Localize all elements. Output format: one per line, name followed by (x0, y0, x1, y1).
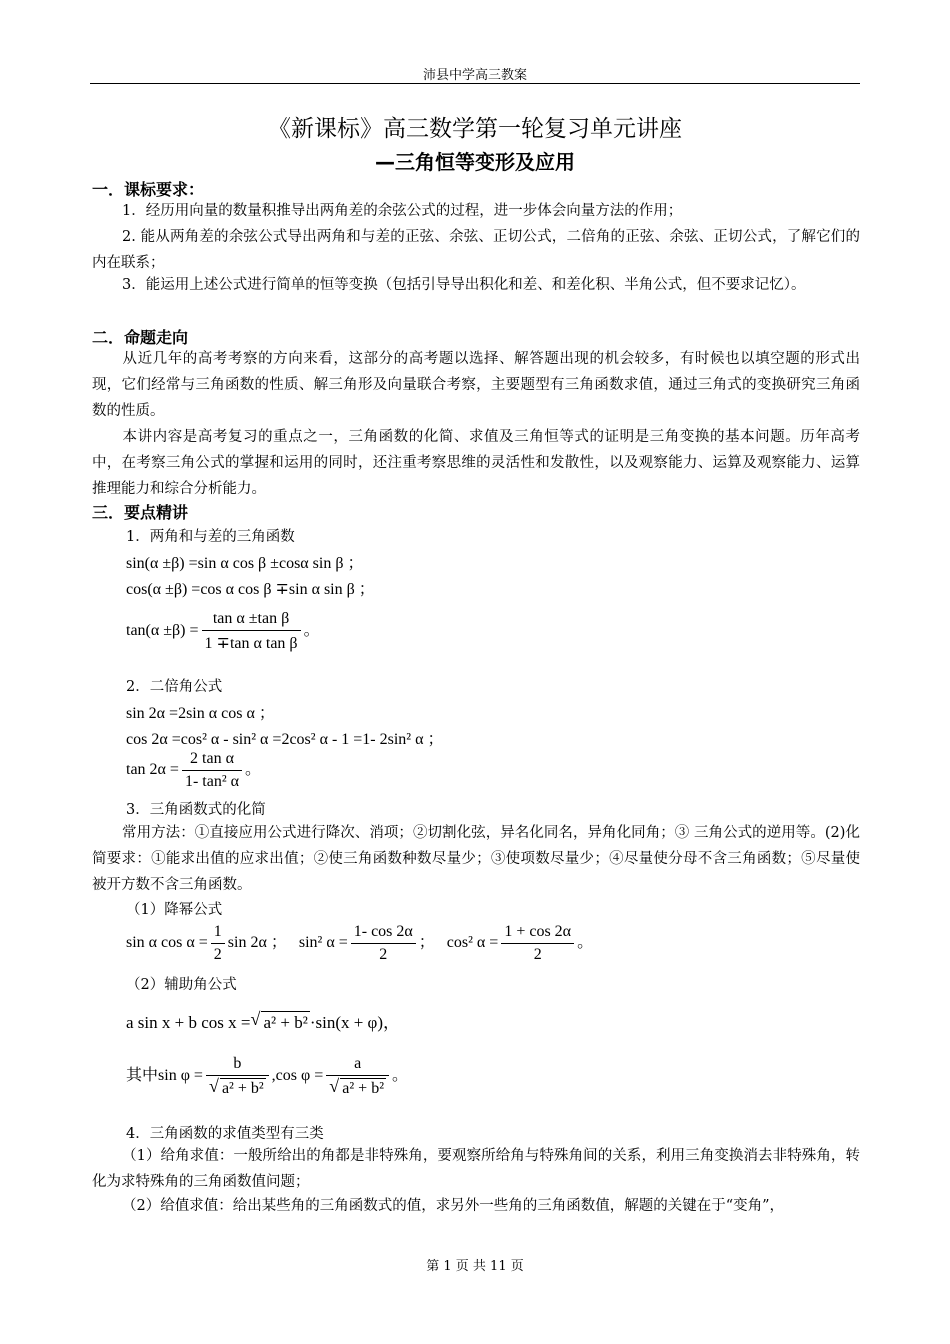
page-subtitle: —三角恒等变形及应用 (375, 150, 575, 174)
subsection-sum-difference: 1．两角和与差的三角函数 (126, 529, 295, 545)
trends-paragraph-2: 本讲内容是高考复习的重点之一，三角函数的化简、求值及三角恒等式的证明是三角变换的基本问题。历年高考中，在考察三角公式的掌握和运用的同时，还注重考察思维的灵活性和发散性，以及观察能力、运算及观察能力、运算推理能力和综合分析能力。 (92, 429, 860, 497)
formula-sin-sum: sin(α ±β) =sin α cos β ±cosα sin β ； (126, 555, 364, 572)
subsection-simplification: 3．三角函数式的化简 (126, 802, 266, 818)
formula-auxiliary-angle: a sin x + b cos x =√ a² + b² ·sin(x + φ)， (126, 1008, 400, 1033)
page-footer: 第 1 页 共 11 页 (426, 1259, 524, 1274)
formula-auxiliary-where: 其中sin φ = b √ a² + b² ,cos φ = a √ a² + b² 。 (126, 1055, 408, 1098)
formula-sin-double: sin 2α =2sin α cos α ； (126, 705, 275, 722)
subsection-evaluation-types: 4．三角函数的求值类型有三类 (126, 1126, 324, 1142)
evaluation-type-2: （2）给值求值：给出某些角的三角函数式的值，求另外一些角的三角函数值，解题的关键在于“变角”， (122, 1198, 785, 1214)
formula-tan-sum: tan(α ±β) = $\frac{\text{tan α ±tan β}}{\text{1 ∓tan α tan β}}$ 。 (126, 610, 320, 652)
auxiliary-angle-title: （2）辅助角公式 (126, 977, 237, 993)
formula-power-reduction: sin α cos α = $\frac{1}{2}$ sin 2α ； sin² α = $\frac{1- \cos 2\alpha}{2}$ ； cos² α = $\frac{1 + \cos 2\alpha}{2}$ 。 (126, 923, 594, 963)
page-title: 《新课标》高三数学第一轮复习单元讲座 (268, 116, 682, 142)
requirement-item-1: 1．经历用向量的数量积推导出两角差的余弦公式的过程，进一步体会向量方法的作用； (122, 203, 683, 219)
section-heading-key-points: 三．要点精讲 (92, 503, 189, 522)
page-header: 沛县中学高三教案 (422, 68, 527, 83)
subsection-double-angle: 2．二倍角公式 (126, 679, 223, 695)
evaluation-type-1: （1）给角求值：一般所给出的角都是非特殊角，要观察所给角与特殊角间的关系，利用三角变换消去非特殊角，转化为求特殊角的三角函数值问题； (92, 1148, 860, 1190)
simplification-paragraph: 常用方法：①直接应用公式进行降次、消项；②切割化弦，异名化同名，异角化同角；③ 三角公式的逆用等。(2)化简要求：①能求出值的应求出值；②使三角函数种数尽量少；③使项数尽量少；④尽量使分母不含三角函数；⑤尽量使被开方数不含三角函数。 (92, 825, 860, 893)
section-heading-requirements: 一．课标要求： (92, 180, 205, 199)
trends-paragraph-1: 从近几年的高考考察的方向来看，这部分的高考题以选择、解答题出现的机会较多，有时候也以填空题的形式出现，它们经常与三角函数的性质、解三角形及向量联合考察，主要题型有三角函数求值，通过三角式的变换研究三角函数的性质。 (92, 351, 860, 419)
reduction-formula-title: （1）降幂公式 (126, 902, 223, 918)
requirement-item-2: 2. 能从两角差的余弦公式导出两角和与差的正弦、余弦、正切公式，二倍角的正弦、余弦、正切公式，了解它们的内在联系； (92, 229, 860, 271)
formula-cos-sum: cos(α ±β) =cos α cos β ∓sin α sin β ； (126, 581, 375, 598)
formula-tan-double: tan 2α = $\frac{\text{2 tan α}}{\text{1- tan² α}}$ 。 (126, 750, 262, 790)
formula-cos-double: cos 2α =cos² α - sin² α =2cos² α - 1 =1- 2sin² α ； (126, 731, 444, 748)
section-heading-trends: 二．命题走向 (92, 328, 189, 347)
requirement-item-3: 3．能运用上述公式进行简单的恒等变换（包括引导导出积化和差、和差化积、半角公式，但不要求记忆）。 (122, 277, 806, 293)
header-rule (90, 83, 860, 84)
